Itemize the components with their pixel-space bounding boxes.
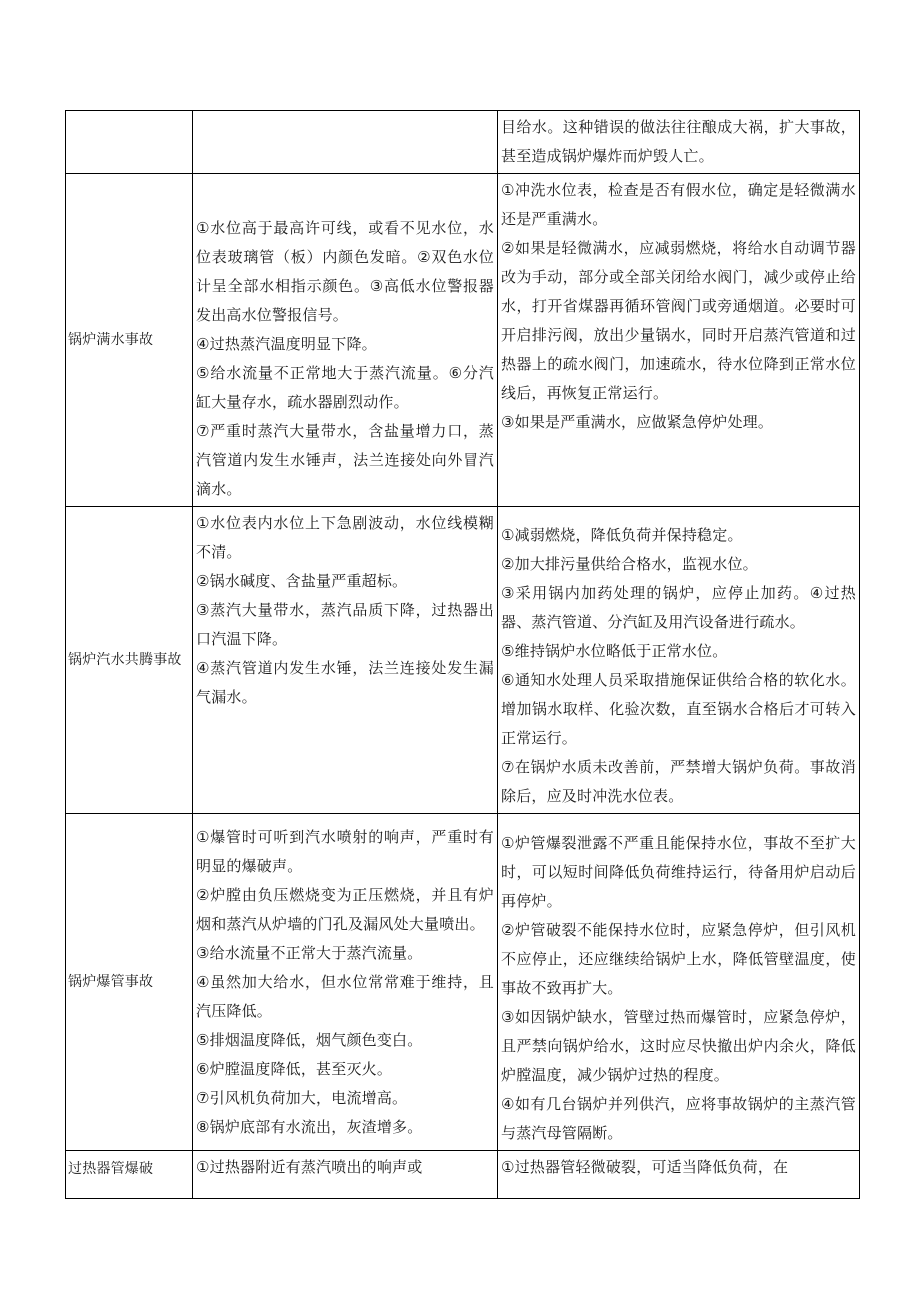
- symptom-text: ⑧锅炉底部有水流出，灰渣增多。: [196, 1117, 423, 1136]
- handling-text: ④如有几台锅炉并列供汽，应将事故锅炉的主蒸汽管与蒸汽母管隔断。: [501, 1095, 856, 1142]
- symptom-text: ③给水流量不正常大于蒸汽流量。: [196, 943, 423, 962]
- handling-text: ⑥通知水处理人员采取措施保证供给合格的软化水。增加锅水取样、化验次数，直至锅水合格后才可转入正常运行。: [501, 671, 856, 747]
- symptom-text: ④虽然加大给水，但水位常常难于维持，且汽压降低。: [196, 972, 494, 1020]
- handling-text: ③采用锅内加药处理的锅炉，应停止加药。④过热器、蒸汽管道、分汽缸及用汽设备进行疏水。: [501, 584, 856, 631]
- symptoms-cell: [193, 507, 498, 814]
- symptom-text: ⑥炉膛温度降低，甚至灭火。: [196, 1059, 393, 1078]
- symptom-text: ④蒸汽管道内发生水锤，法兰连接处发生漏气漏水。: [196, 659, 494, 706]
- handling-cell: [498, 814, 860, 1151]
- handling-text: ⑦在锅炉水质未改善前，严禁增大锅炉负荷。事故消除后，应及时冲洗水位表。: [501, 758, 856, 805]
- handling-text: 目给水。这种错误的做法往往酿成大祸，扩大事故，甚至造成锅炉爆炸而炉毁人亡。: [501, 118, 856, 165]
- table-row: [66, 507, 860, 814]
- table-row: [66, 1151, 860, 1199]
- symptom-text: ②锅水碱度、含盐量严重超标。: [196, 572, 408, 590]
- accident-name-cell: [66, 111, 193, 174]
- symptom-text: ⑤给水流量不正常地大于蒸汽流量。⑥分汽缸大量存水，疏水器剧烈动作。: [196, 364, 494, 411]
- symptom-text: ①爆管时可听到汽水喷射的响声，严重时有明显的爆破声。: [196, 827, 494, 875]
- handling-cell: [498, 174, 860, 507]
- handling-text: ①冲洗水位表，检查是否有假水位，确定是轻微满水还是严重满水。: [501, 181, 856, 228]
- symptom-text: ③蒸汽大量带水，蒸汽品质下降，过热器出口汽温下降。: [196, 601, 494, 648]
- handling-text: ②如果是轻微满水，应减弱燃烧，将给水自动调节器改为手动，部分或全部关闭给水阀门，减少或停止给水，打开省煤器再循环管阀门或旁通烟道。必要时可开启排污阀，放出少量锅水，同时开启蒸汽管道和过热器上的疏水阀门，加速疏水，待水位降到正常水位线后，再恢复正常运行。: [501, 239, 856, 402]
- handling-text: ⑤维持锅炉水位略低于正常水位。: [501, 642, 728, 660]
- table-row: [66, 174, 860, 507]
- symptoms-cell: [193, 174, 498, 507]
- symptom-text: ⑤排烟温度降低，烟气颜色变白。: [196, 1030, 423, 1049]
- handling-text: ③如果是严重满水，应做紧急停炉处理。: [501, 413, 774, 431]
- symptom-text: ②炉膛由负压燃烧变为正压燃烧，并且有炉烟和蒸汽从炉墙的门孔及漏风处大量喷出。: [196, 885, 494, 933]
- accident-name-cell: 锅炉汽水共腾事故: [66, 507, 193, 814]
- accident-name-cell: 锅炉满水事故: [66, 174, 193, 507]
- symptoms-cell: [193, 814, 498, 1151]
- handling-text: ①减弱燃烧，降低负荷并保持稳定。: [501, 526, 743, 544]
- handling-cell: [498, 507, 860, 814]
- handling-text: ①炉管爆裂泄露不严重且能保持水位，事故不至扩大时，可以短时间降低负荷维持运行，待备用炉启动后再停炉。: [501, 834, 856, 910]
- handling-text: ①过热器管轻微破裂，可适当降低负荷，在: [501, 1158, 789, 1176]
- table-row: [66, 111, 860, 174]
- accident-name-cell: 过热器管爆破: [66, 1151, 193, 1199]
- symptom-text: ①水位表内水位上下急剧波动，水位线模糊不清。: [196, 514, 494, 561]
- accident-table: [65, 110, 860, 1199]
- accident-name-cell: 锅炉爆管事故: [66, 814, 193, 1151]
- symptom-text: ⑦严重时蒸汽大量带水，含盐量增力口，蒸汽管道内发生水锤声，法兰连接处向外冒汽滴水。: [196, 422, 494, 498]
- symptoms-cell: [193, 1151, 498, 1199]
- table-row: [66, 814, 860, 1151]
- symptoms-cell: [193, 111, 498, 174]
- handling-cell: [498, 111, 860, 174]
- handling-cell: [498, 1151, 860, 1199]
- handling-text: ③如因锅炉缺水，管壁过热而爆管时，应紧急停炉，且严禁向锅炉给水，这时应尽快撤出炉内余火，降低炉膛温度，减少锅炉过热的程度。: [501, 1008, 856, 1084]
- symptom-text: ①过热器附近有蒸汽喷出的响声或: [196, 1158, 423, 1176]
- handling-text: ②炉管破裂不能保持水位时，应紧急停炉，但引风机不应停止，还应继续给锅炉上水，降低管壁温度，使事故不致再扩大。: [501, 921, 856, 997]
- symptom-text: ④过热蒸汽温度明显下降。: [196, 335, 377, 353]
- handling-text: ②加大排污量供给合格水，监视水位。: [501, 555, 758, 573]
- symptom-text: ①水位高于最高许可线，或看不见水位，水位表玻璃管（板）内颜色发暗。②双色水位计呈全部水相指示颜色。③高低水位警报器发出高水位警报信号。: [196, 219, 494, 324]
- symptom-text: ⑦引风机负荷加大，电流增高。: [196, 1088, 408, 1107]
